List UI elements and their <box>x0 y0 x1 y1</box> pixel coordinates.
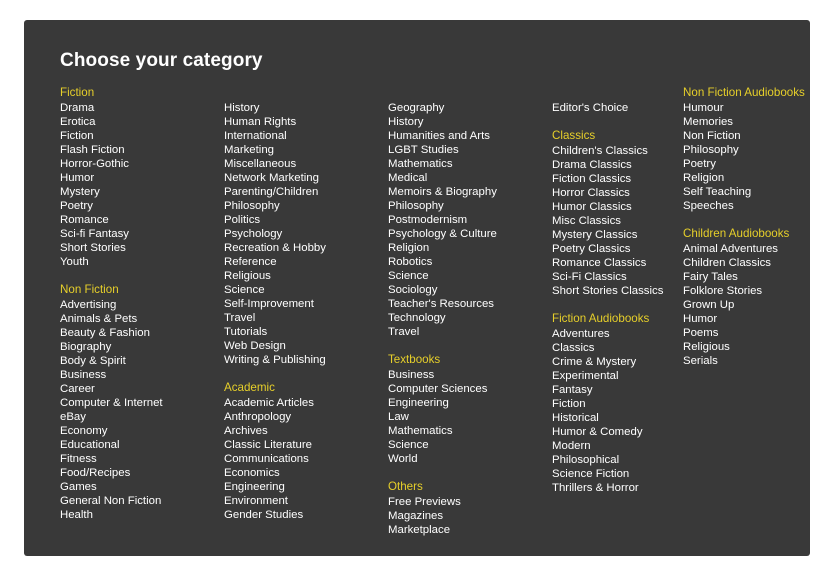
category-link-religion[interactable]: Religion <box>388 242 430 254</box>
category-link-network-marketing[interactable]: Network Marketing <box>224 172 319 184</box>
group-heading-spacer <box>224 86 326 100</box>
category-group-non-fiction-audiobooks <box>683 86 805 213</box>
group-heading-fiction-audiobooks: Fiction Audiobooks <box>552 312 650 325</box>
category-link-business[interactable]: Business <box>60 369 107 381</box>
category-link-humor[interactable]: Humor <box>60 172 95 184</box>
category-link-geography[interactable]: Geography <box>388 102 445 114</box>
category-link-fiction-classics[interactable]: Fiction Classics <box>552 173 632 185</box>
category-link-humanities-and-arts[interactable]: Humanities and Arts <box>388 130 490 142</box>
category-link-miscellaneous[interactable]: Miscellaneous <box>224 158 297 170</box>
category-link-poetry-classics[interactable]: Poetry Classics <box>552 243 631 255</box>
category-link-non-fiction[interactable]: Non Fiction <box>683 130 741 142</box>
category-link-drama[interactable]: Drama <box>60 102 95 114</box>
category-group-non-fiction <box>60 283 163 522</box>
category-link-reference[interactable]: Reference <box>224 256 277 268</box>
category-link-biography[interactable]: Biography <box>60 341 112 353</box>
category-link-tutorials[interactable]: Tutorials <box>224 326 268 338</box>
category-list <box>552 327 663 495</box>
category-link-mystery-classics[interactable]: Mystery Classics <box>552 229 638 241</box>
category-link-science-fiction[interactable]: Science Fiction <box>552 468 630 480</box>
category-link-crime-and-mystery[interactable]: Crime & Mystery <box>552 356 637 368</box>
category-link-history[interactable]: History <box>224 102 260 114</box>
category-link-sociology[interactable]: Sociology <box>388 284 438 296</box>
category-link-science[interactable]: Science <box>388 270 429 282</box>
category-link-history[interactable]: History <box>388 116 424 128</box>
category-link-short-stories[interactable]: Short Stories <box>60 242 126 254</box>
group-heading-academic: Academic <box>224 381 275 394</box>
category-link-academic-articles[interactable]: Academic Articles <box>224 397 314 409</box>
category-link-archives[interactable]: Archives <box>224 425 268 437</box>
category-link-fiction[interactable]: Fiction <box>60 130 94 142</box>
category-list <box>224 396 326 522</box>
category-link-mathematics[interactable]: Mathematics <box>388 158 453 170</box>
group-heading-children-audiobooks: Children Audiobooks <box>683 227 790 240</box>
category-link-games[interactable]: Games <box>60 481 97 493</box>
category-group-fiction-audiobooks <box>552 312 663 495</box>
group-heading-spacer <box>552 86 663 100</box>
category-link-science[interactable]: Science <box>388 439 429 451</box>
category-group-classics <box>552 129 663 298</box>
category-link-web-design[interactable]: Web Design <box>224 340 286 352</box>
category-link-flash-fiction[interactable]: Flash Fiction <box>60 144 125 156</box>
category-link-religious[interactable]: Religious <box>683 341 730 353</box>
category-list <box>224 101 326 367</box>
category-link-body-and-spirit[interactable]: Body & Spirit <box>60 355 126 367</box>
category-link-lgbt-studies[interactable]: LGBT Studies <box>388 144 459 156</box>
category-link-general-non-fiction[interactable]: General Non Fiction <box>60 495 162 507</box>
category-link-ebay[interactable]: eBay <box>60 411 86 423</box>
category-group-continued <box>552 86 663 115</box>
category-group-children-audiobooks <box>683 227 805 368</box>
group-heading-others: Others <box>388 480 423 493</box>
category-link-sci-fi-fantasy[interactable]: Sci-fi Fantasy <box>60 228 129 240</box>
category-link-marketplace[interactable]: Marketplace <box>388 524 451 536</box>
category-link-engineering[interactable]: Engineering <box>388 397 449 409</box>
category-link-fantasy[interactable]: Fantasy <box>552 384 593 396</box>
category-link-youth[interactable]: Youth <box>60 256 89 268</box>
category-link-gender-studies[interactable]: Gender Studies <box>224 509 304 521</box>
category-group-academic <box>224 381 326 522</box>
category-link-computer-and-internet[interactable]: Computer & Internet <box>60 397 163 409</box>
category-link-philosophy[interactable]: Philosophy <box>683 144 739 156</box>
category-link-speeches[interactable]: Speeches <box>683 200 734 212</box>
category-link-poetry[interactable]: Poetry <box>60 200 93 212</box>
category-link-law[interactable]: Law <box>388 411 409 423</box>
category-column-5 <box>683 86 805 382</box>
category-link-educational[interactable]: Educational <box>60 439 120 451</box>
category-link-memoirs-and-biography[interactable]: Memoirs & Biography <box>388 186 497 198</box>
category-list <box>683 242 805 368</box>
category-group-others <box>388 480 497 537</box>
category-link-advertising[interactable]: Advertising <box>60 299 117 311</box>
category-list <box>552 101 663 115</box>
category-link-fitness[interactable]: Fitness <box>60 453 97 465</box>
category-link-memories[interactable]: Memories <box>683 116 734 128</box>
category-link-thrillers-and-horror[interactable]: Thrillers & Horror <box>552 482 639 494</box>
category-link-humor[interactable]: Humor <box>683 313 718 325</box>
category-link-career[interactable]: Career <box>60 383 95 395</box>
category-group-textbooks <box>388 353 497 466</box>
category-list <box>388 101 497 339</box>
category-link-drama-classics[interactable]: Drama Classics <box>552 159 632 171</box>
group-heading-textbooks: Textbooks <box>388 353 441 366</box>
category-link-animals-and-pets[interactable]: Animals & Pets <box>60 313 138 325</box>
category-link-romance[interactable]: Romance <box>60 214 109 226</box>
category-link-short-stories-classics[interactable]: Short Stories Classics <box>552 285 664 297</box>
category-link-marketing[interactable]: Marketing <box>224 144 275 156</box>
category-link-historical[interactable]: Historical <box>552 412 599 424</box>
group-heading-spacer <box>388 86 497 100</box>
category-link-classics[interactable]: Classics <box>552 342 595 354</box>
category-link-fiction[interactable]: Fiction <box>552 398 586 410</box>
category-link-self-teaching[interactable]: Self Teaching <box>683 186 752 198</box>
category-link-free-previews[interactable]: Free Previews <box>388 496 461 508</box>
category-column-1 <box>60 86 163 536</box>
category-link-romance-classics[interactable]: Romance Classics <box>552 257 647 269</box>
category-list <box>552 144 663 298</box>
category-link-humor-classics[interactable]: Humor Classics <box>552 201 632 213</box>
category-group-continued <box>224 86 326 367</box>
category-link-humour[interactable]: Humour <box>683 102 724 114</box>
category-link-beauty-and-fashion[interactable]: Beauty & Fashion <box>60 327 150 339</box>
category-column-3 <box>388 86 497 551</box>
category-link-politics[interactable]: Politics <box>224 214 261 226</box>
category-link-computer-sciences[interactable]: Computer Sciences <box>388 383 488 395</box>
category-list <box>683 101 805 213</box>
category-link-children-s-classics[interactable]: Children's Classics <box>552 145 648 157</box>
category-link-experimental[interactable]: Experimental <box>552 370 619 382</box>
category-link-fairy-tales[interactable]: Fairy Tales <box>683 271 738 283</box>
category-link-communications[interactable]: Communications <box>224 453 309 465</box>
category-link-animal-adventures[interactable]: Animal Adventures <box>683 243 778 255</box>
category-link-travel[interactable]: Travel <box>388 326 420 338</box>
category-link-recreation-and-hobby[interactable]: Recreation & Hobby <box>224 242 326 254</box>
category-link-psychology[interactable]: Psychology <box>224 228 283 240</box>
category-list <box>60 298 163 522</box>
category-link-mathematics[interactable]: Mathematics <box>388 425 453 437</box>
category-column-2 <box>224 86 326 536</box>
category-link-psychology-and-culture[interactable]: Psychology & Culture <box>388 228 497 240</box>
category-list <box>388 495 497 537</box>
category-link-self-improvement[interactable]: Self-Improvement <box>224 298 314 310</box>
category-link-misc-classics[interactable]: Misc Classics <box>552 215 621 227</box>
category-link-religious[interactable]: Religious <box>224 270 271 282</box>
category-link-mystery[interactable]: Mystery <box>60 186 100 198</box>
group-heading-non-fiction-audiobooks: Non Fiction Audiobooks <box>683 86 805 99</box>
category-link-teacher-s-resources[interactable]: Teacher's Resources <box>388 298 495 310</box>
category-link-writing-and-publishing[interactable]: Writing & Publishing <box>224 354 326 366</box>
category-link-humor-and-comedy[interactable]: Humor & Comedy <box>552 426 643 438</box>
category-link-folklore-stories[interactable]: Folklore Stories <box>683 285 763 297</box>
category-link-world[interactable]: World <box>388 453 418 465</box>
category-panel <box>24 20 810 556</box>
category-link-serials[interactable]: Serials <box>683 355 718 367</box>
panel-title: Choose your category <box>60 50 263 71</box>
category-link-anthropology[interactable]: Anthropology <box>224 411 292 423</box>
category-link-religion[interactable]: Religion <box>683 172 725 184</box>
group-heading-non-fiction: Non Fiction <box>60 283 119 296</box>
category-link-international[interactable]: International <box>224 130 287 142</box>
category-link-adventures[interactable]: Adventures <box>552 328 610 340</box>
category-link-medical[interactable]: Medical <box>388 172 428 184</box>
category-link-philosophy[interactable]: Philosophy <box>388 200 444 212</box>
category-link-philosophical[interactable]: Philosophical <box>552 454 620 466</box>
category-group-fiction <box>60 86 163 269</box>
category-link-sci-fi-classics[interactable]: Sci-Fi Classics <box>552 271 627 283</box>
category-link-economy[interactable]: Economy <box>60 425 108 437</box>
category-link-horror-gothic[interactable]: Horror-Gothic <box>60 158 129 170</box>
category-link-poems[interactable]: Poems <box>683 327 719 339</box>
category-link-health[interactable]: Health <box>60 509 93 521</box>
category-link-magazines[interactable]: Magazines <box>388 510 444 522</box>
group-heading-fiction: Fiction <box>60 86 95 99</box>
category-link-erotica[interactable]: Erotica <box>60 116 96 128</box>
category-link-postmodernism[interactable]: Postmodernism <box>388 214 468 226</box>
category-link-food-recipes[interactable]: Food/Recipes <box>60 467 131 479</box>
category-link-economics[interactable]: Economics <box>224 467 280 479</box>
group-heading-classics: Classics <box>552 129 596 142</box>
category-link-horror-classics[interactable]: Horror Classics <box>552 187 630 199</box>
category-link-science[interactable]: Science <box>224 284 265 296</box>
category-list <box>60 101 163 269</box>
category-link-modern[interactable]: Modern <box>552 440 591 452</box>
category-link-robotics[interactable]: Robotics <box>388 256 433 268</box>
category-link-technology[interactable]: Technology <box>388 312 446 324</box>
category-link-parenting-children[interactable]: Parenting/Children <box>224 186 319 198</box>
category-link-business[interactable]: Business <box>388 369 435 381</box>
category-link-human-rights[interactable]: Human Rights <box>224 116 297 128</box>
category-column-4 <box>552 86 663 509</box>
category-link-travel[interactable]: Travel <box>224 312 256 324</box>
category-link-engineering[interactable]: Engineering <box>224 481 285 493</box>
category-link-poetry[interactable]: Poetry <box>683 158 716 170</box>
category-link-philosophy[interactable]: Philosophy <box>224 200 280 212</box>
category-link-grown-up[interactable]: Grown Up <box>683 299 735 311</box>
category-link-classic-literature[interactable]: Classic Literature <box>224 439 312 451</box>
category-link-children-classics[interactable]: Children Classics <box>683 257 771 269</box>
category-list <box>388 368 497 466</box>
category-link-environment[interactable]: Environment <box>224 495 288 507</box>
category-group-continued <box>388 86 497 339</box>
category-link-editor-s-choice[interactable]: Editor's Choice <box>552 102 629 114</box>
